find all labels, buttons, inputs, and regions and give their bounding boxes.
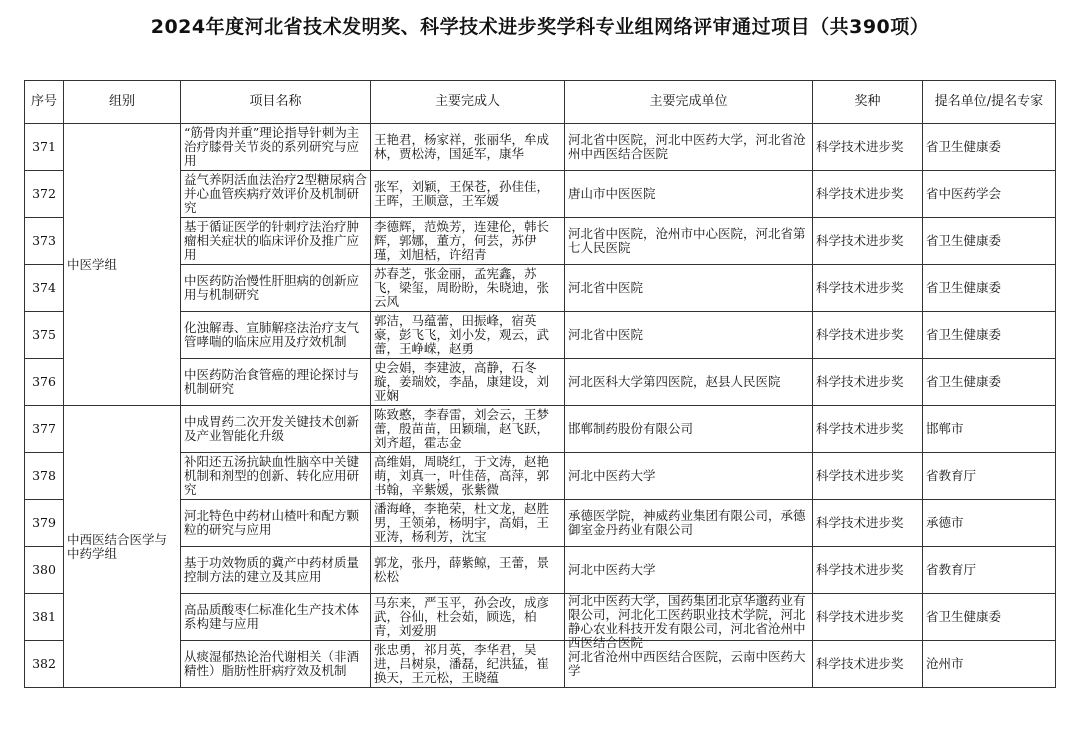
- row-index-text: 381: [32, 609, 56, 624]
- main-units-text: 河北省中医院，沧州市中心医院，河北省第七人民医院: [568, 226, 806, 255]
- group-cell: 中医学组: [64, 124, 181, 406]
- project-name-text: 化浊解毒、宣肺解痉法治疗支气管哮喘的临床应用及疗效机制: [184, 320, 360, 349]
- main-units-text: 河北医科大学第四医院，赵县人民医院: [568, 374, 781, 389]
- nominator: [923, 359, 1056, 406]
- main-people-text: 史会娟，李建波，高静，石冬璇，姜瑞姣，李晶，康建设，刘亚娴: [374, 360, 550, 403]
- award-type-text: 科学技术进步奖: [816, 327, 904, 342]
- header-project-name: 项目名称: [181, 81, 371, 124]
- nominator-text: 省教育厅: [926, 468, 977, 483]
- results-table: [24, 80, 1056, 688]
- project-name: [181, 500, 371, 547]
- project-name: [181, 124, 371, 171]
- main-units-text: 河北中医药大学: [568, 562, 656, 577]
- row-index-text: 372: [32, 186, 56, 201]
- award-type-text: 科学技术进步奖: [816, 468, 904, 483]
- main-people-text: 张军，刘颖，王保苍，孙佳佳，王晖，王顺意，王军媛: [374, 179, 550, 208]
- award-type: [813, 218, 923, 265]
- main-people-text: 苏春芝，张金丽，孟宪鑫，苏飞，梁玺，周盼盼，朱晓迪，张云风: [374, 266, 550, 309]
- main-units: [565, 265, 813, 312]
- row-index-text: 378: [32, 468, 56, 483]
- main-people: [371, 124, 565, 171]
- row-index: [25, 500, 64, 547]
- award-type-text: 科学技术进步奖: [816, 186, 904, 201]
- main-people-text: 李德辉，范焕芳，连建伦，韩长辉，郭娜，董方，何芸，苏伊瑾，刘旭栝，许绍青: [374, 219, 550, 262]
- row-index-text: 375: [32, 327, 56, 342]
- award-type-text: 科学技术进步奖: [816, 139, 904, 154]
- nominator-text: 省卫生健康委: [926, 233, 1002, 248]
- project-name-text: “筋骨肉并重”理论指导针刺为主治疗膝骨关节炎的系列研究与应用: [184, 125, 360, 168]
- page-title: 2024年度河北省技术发明奖、科学技术进步奖学科专业组网络评审通过项目（共390项）: [150, 16, 930, 38]
- row-index: [25, 218, 64, 265]
- award-type: [813, 171, 923, 218]
- main-units-text: 河北省中医院，河北中医药大学，河北省沧州中西医结合医院: [568, 132, 806, 161]
- award-type: [813, 641, 923, 688]
- project-name: [181, 265, 371, 312]
- award-type: [813, 312, 923, 359]
- row-index: [25, 124, 64, 171]
- nominator: [923, 124, 1056, 171]
- project-name-text: 中医药防治食管癌的理论探讨与机制研究: [184, 367, 360, 396]
- main-units-text: 唐山市中医医院: [568, 186, 656, 201]
- main-units-text: 河北中医药大学，国药集团北京华邈药业有限公司，河北化工医药职业技术学院，河北静心农业科技开发有限公司，河北省沧州中西医结合医院: [568, 593, 806, 650]
- project-name: [181, 312, 371, 359]
- award-type: [813, 547, 923, 594]
- main-people: [371, 265, 565, 312]
- main-people-text: 马东来，严玉平，孙会改，成彦武，谷仙，杜会茹，顾选，柏青，刘爱朋: [374, 595, 550, 638]
- table-row: [25, 406, 1056, 453]
- main-units: [565, 359, 813, 406]
- award-type: [813, 406, 923, 453]
- project-name-text: 中成胃药二次开发关键技术创新及产业智能化升级: [184, 414, 360, 443]
- row-index: [25, 265, 64, 312]
- main-units-text: 承德医学院，神威药业集团有限公司，承德御室金丹药业有限公司: [568, 508, 806, 537]
- project-name-text: 基于功效物质的冀产中药材质量控制方法的建立及其应用: [184, 555, 360, 584]
- row-index: [25, 547, 64, 594]
- project-name: [181, 218, 371, 265]
- main-units: [565, 124, 813, 171]
- main-units-text: 河北省中医院: [568, 280, 644, 295]
- row-index-text: 380: [32, 562, 56, 577]
- project-name: [181, 406, 371, 453]
- project-name-text: 基于循证医学的针刺疗法治疗肿瘤相关症状的临床评价及推广应用: [184, 219, 360, 262]
- header-main-units: 主要完成单位: [565, 81, 813, 124]
- nominator: [923, 312, 1056, 359]
- header-nominator: 提名单位/提名专家: [923, 81, 1056, 124]
- nominator: [923, 265, 1056, 312]
- row-index-text: 371: [32, 139, 56, 154]
- nominator: [923, 218, 1056, 265]
- main-people-text: 郭龙，张丹，薛紫鲸，王蕾，景松松: [374, 555, 550, 584]
- award-type-text: 科学技术进步奖: [816, 421, 904, 436]
- main-people-text: 郭洁，马蕴蕾，田振峰，宿英豪，彭飞飞，刘小发，观云，武蕾，王峥嵘，赵勇: [374, 313, 550, 356]
- nominator: [923, 453, 1056, 500]
- project-name: [181, 359, 371, 406]
- row-index-text: 373: [32, 233, 56, 248]
- award-type-text: 科学技术进步奖: [816, 656, 904, 671]
- row-index-text: 374: [32, 280, 56, 295]
- main-people-text: 潘海峰，李艳荣，杜文龙，赵胜男，王领弟，杨明宇，高娟，王亚涛，杨利芳，沈宝: [374, 501, 550, 544]
- row-index-text: 377: [32, 421, 56, 436]
- main-units-text: 河北省沧州中西医结合医院，云南中医药大学: [568, 649, 806, 678]
- main-people: [371, 594, 565, 641]
- nominator: [923, 641, 1056, 688]
- project-name-text: 中医药防治慢性肝胆病的创新应用与机制研究: [184, 273, 360, 302]
- project-name: [181, 641, 371, 688]
- nominator: [923, 547, 1056, 594]
- nominator: [923, 406, 1056, 453]
- main-units: [565, 547, 813, 594]
- award-type-text: 科学技术进步奖: [816, 609, 904, 624]
- row-index: [25, 594, 64, 641]
- nominator: [923, 594, 1056, 641]
- nominator-text: 省中医药学会: [926, 186, 1002, 201]
- main-units: [565, 593, 813, 650]
- nominator-text: 省卫生健康委: [926, 374, 1002, 389]
- row-index-text: 382: [32, 656, 56, 671]
- main-people-text: 王艳君，杨家祥，张丽华，牟成林，贾松涛，国延军，康华: [374, 132, 550, 161]
- row-index: [25, 453, 64, 500]
- header-award-type: 奖种: [813, 81, 923, 124]
- award-type: [813, 265, 923, 312]
- project-name: [181, 171, 371, 218]
- row-index: [25, 312, 64, 359]
- award-type: [813, 594, 923, 641]
- project-name-text: 高品质酸枣仁标准化生产技术体系构建与应用: [184, 602, 360, 631]
- row-index: [25, 359, 64, 406]
- main-people: [371, 547, 565, 594]
- nominator-text: 承德市: [926, 515, 964, 530]
- award-type-text: 科学技术进步奖: [816, 562, 904, 577]
- award-type-text: 科学技术进步奖: [816, 233, 904, 248]
- row-index: [25, 641, 64, 688]
- main-units-text: 河北中医药大学: [568, 468, 656, 483]
- main-people-text: 张忠勇，祁月英，李华君，吴进，吕树泉，潘磊，纪洪猛，崔换天，王元松，王晓蕴: [374, 642, 550, 685]
- header-group: 组别: [64, 81, 181, 124]
- nominator-text: 省卫生健康委: [926, 609, 1002, 624]
- nominator: [923, 500, 1056, 547]
- main-units: [565, 218, 813, 265]
- row-index: [25, 171, 64, 218]
- header-main-people: 主要完成人: [371, 81, 565, 124]
- main-people: [371, 641, 565, 688]
- main-units-text: 邯郸制药股份有限公司: [568, 421, 694, 436]
- main-people: [371, 453, 565, 500]
- project-name: [181, 547, 371, 594]
- nominator-text: 邯郸市: [926, 421, 964, 436]
- project-name-text: 河北特色中药材山楂叶和配方颗粒的研究与应用: [184, 508, 360, 537]
- main-people-text: 高维娟，周晓红，于文涛，赵艳萌，刘真一，叶佳蓓，高萍，郭书翰，辛紫媛，张紫微: [374, 454, 550, 497]
- project-name: [181, 453, 371, 500]
- award-type: [813, 124, 923, 171]
- award-type-text: 科学技术进步奖: [816, 515, 904, 530]
- main-units: [565, 406, 813, 453]
- main-people: [371, 500, 565, 547]
- main-units: [565, 453, 813, 500]
- award-type: [813, 500, 923, 547]
- main-units: [565, 500, 813, 547]
- award-type-text: 科学技术进步奖: [816, 374, 904, 389]
- main-people: [371, 406, 565, 453]
- nominator-text: 省教育厅: [926, 562, 977, 577]
- main-units: [565, 312, 813, 359]
- award-type: [813, 453, 923, 500]
- nominator: [923, 171, 1056, 218]
- main-people: [371, 218, 565, 265]
- header-index: 序号: [25, 81, 64, 124]
- table-row: [25, 124, 1056, 171]
- project-name-text: 从痰湿郁热论治代谢相关（非酒精性）脂肪性肝病疗效及机制: [184, 649, 360, 678]
- main-people: [371, 171, 565, 218]
- row-index: [25, 406, 64, 453]
- main-people-text: 陈致憨，李春雷，刘会云，王梦蕾，殷苗苗，田颖瑞，赵飞跃，刘齐超，霍志金: [374, 407, 550, 450]
- nominator-text: 省卫生健康委: [926, 280, 1002, 295]
- nominator-text: 省卫生健康委: [926, 327, 1002, 342]
- nominator-text: 沧州市: [926, 656, 964, 671]
- group-cell: 中西医结合医学与中药学组: [64, 406, 181, 688]
- project-name-text: 补阳还五汤抗缺血性脑卒中关键机制和剂型的创新、转化应用研究: [184, 454, 360, 497]
- main-units-text: 河北省中医院: [568, 327, 644, 342]
- nominator-text: 省卫生健康委: [926, 139, 1002, 154]
- main-people: [371, 359, 565, 406]
- main-people: [371, 312, 565, 359]
- project-name: [181, 594, 371, 641]
- table-header-row: [25, 81, 1056, 124]
- main-units: [565, 171, 813, 218]
- row-index-text: 376: [32, 374, 56, 389]
- project-name-text: 益气养阴活血法治疗2型糖尿病合并心血管疾病疗效评价及机制研究: [184, 172, 367, 215]
- award-type-text: 科学技术进步奖: [816, 280, 904, 295]
- award-type: [813, 359, 923, 406]
- row-index-text: 379: [32, 515, 56, 530]
